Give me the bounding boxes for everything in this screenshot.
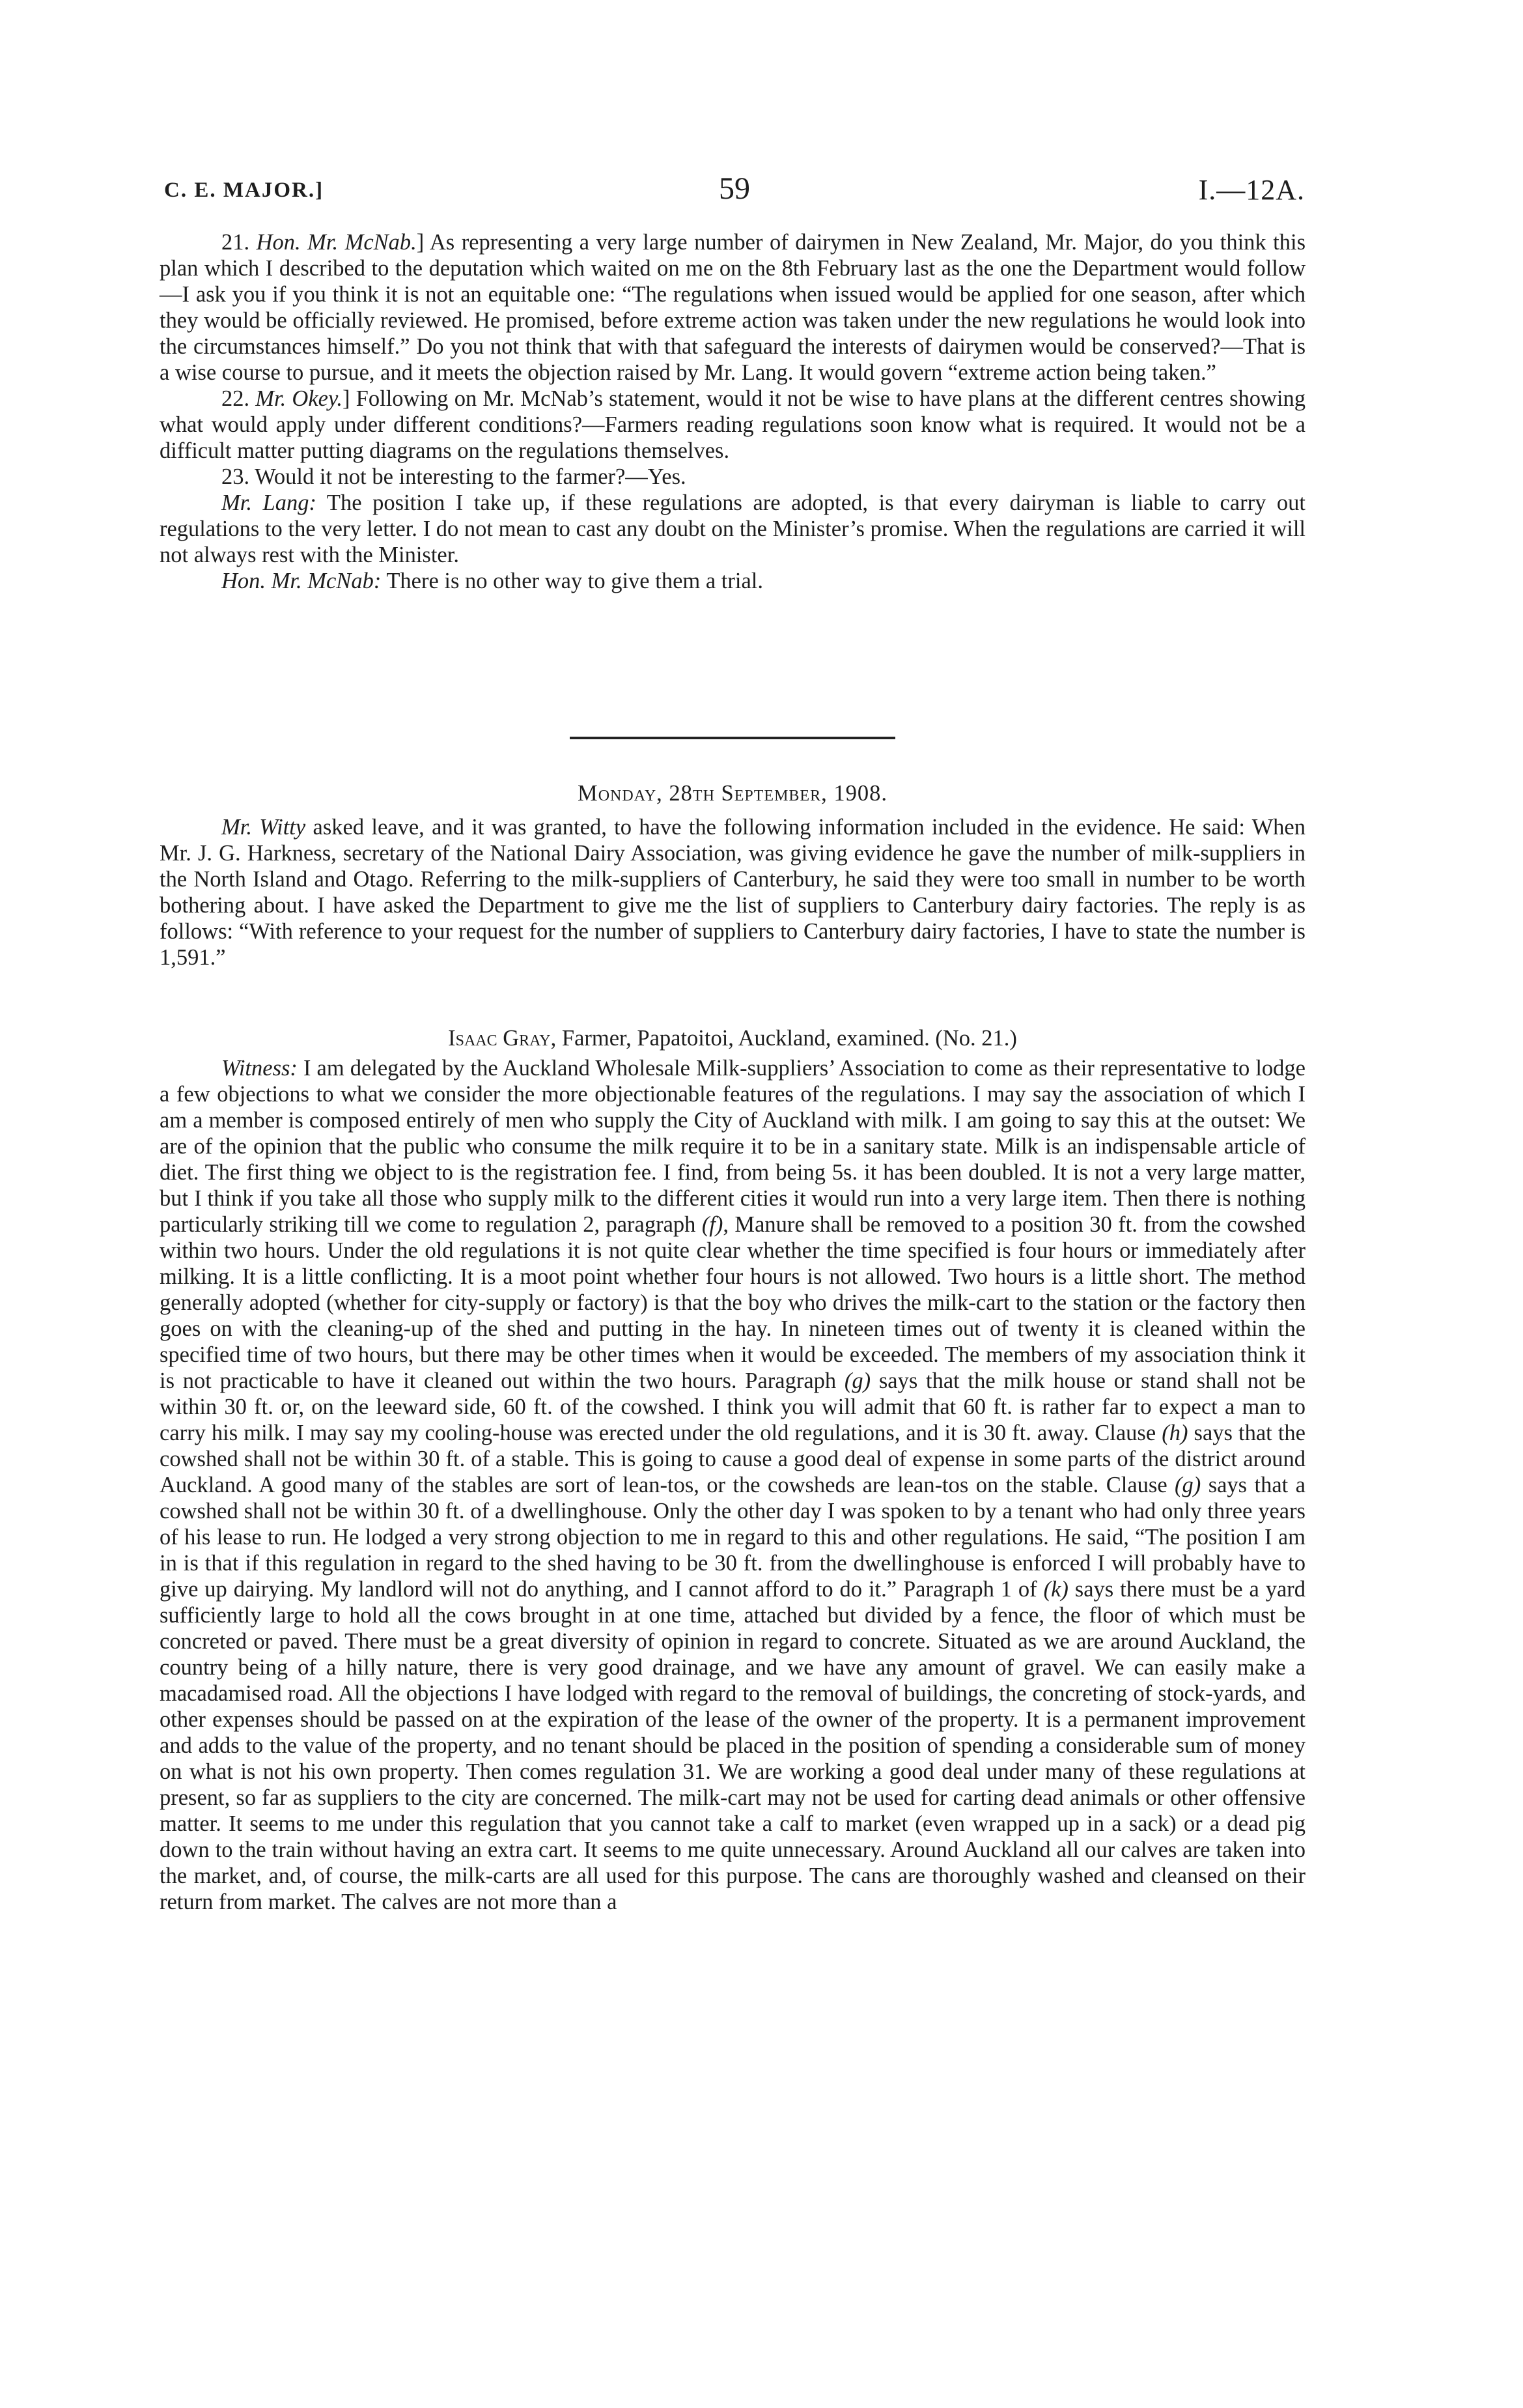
- clause-reference: (h): [1162, 1421, 1188, 1445]
- document-reference: I.—12A.: [1198, 174, 1305, 206]
- testimony-text: says that the cowshed shall not be within 30 ft. of a stable. This is going to cause a good deal of expense in some parts of the district around Auckland. A good many of the stables are sort of lean-tos, or the cowsheds are lean-tos on the stable. Clause: [160, 1421, 1306, 1497]
- date-heading: Monday, 28th September, 1908.: [578, 781, 887, 806]
- clause-reference: (f): [701, 1212, 723, 1237]
- section-divider: [570, 737, 895, 739]
- speaker-name: Hon. Mr. McNab:: [221, 569, 382, 593]
- witness-details: , Farmer, Papatoitoi, Auckland, examined. (No. 21.): [550, 1026, 1017, 1051]
- statement-mcnab: [160, 568, 1306, 594]
- testimony-text: says there must be a yard sufficiently large to hold all the cows brought in at one time, attached but divided by a fence, the floor of which must be concreted or paved. There must be a great diversity of opinion in regard to concrete. Situated as we are around Auckland, the country being of a hilly nature, there is very good drainage, and we have any amount of gravel. We can easily make a macadamised road. All the objections I have lodged with regard to the removal of buildings, the concreting of stock-yards, and other expenses should be passed on at the expiration of the lease of the owner of the property. It is a permanent improvement and adds to the value of the property, and no tenant should be placed in the position of spending a considerable sum of money on what is not his own property. Then comes regulation 31. We are working a good deal under many of these regulations at present, so far as suppliers to the city are concerned. The milk-cart may not be used for carting dead animals or other offensive matter. It seems to me under this regulation that you cannot take a calf to market (even wrapped up in a sack) or a dead pig down to the train without having an extra cart. It seems to me quite unnecessary. Around Auckland all our calves are taken into the market, and, of course, the milk-carts are all used for this purpose. The cans are thoroughly washed and cleansed on their return from market. The calves are not more than a: [160, 1577, 1306, 1914]
- testimony-text: says that a cowshed shall not be within 30 ft. of a dwellinghouse. Only the other day I was spoken to by a tenant who had only three years of his lease to run. He lodged a very strong objection to me in regard to this and other regulations. He said, “The position I am in is that if this regulation in regard to the shed having to be 30 ft. from the dwellinghouse is enforced I will probably have to give up dairying. My landlord will not do anything, and I cannot afford to do it.” Paragraph 1 of: [160, 1473, 1306, 1602]
- question-text: ] As representing a very large number of dairymen in New Zealand, Mr. Major, do you think this plan which I described to the deputation which waited on me on the 8th February last as the one the Department would follow—I ask you if you think it is not an equitable one: “The regulations when issued would be applied for one season, after which they would be officially reviewed. He promised, before extreme action was taken under the new regulations he would look into the circumstances himself.” Do you not think that with that safeguard the interests of dairymen would be conserved?—That is a wise course to pursue, and it meets the objection raised by Mr. Lang. It would govern “extreme action being taken.”: [160, 230, 1306, 385]
- speaker-name: Mr. Witty: [221, 815, 306, 840]
- witness-testimony: [160, 1055, 1306, 1915]
- speaker-name: Mr. Lang:: [221, 490, 316, 515]
- clause-reference: (g): [1175, 1473, 1201, 1497]
- question-text: ] Following on Mr. McNab’s statement, would it not be wise to have plans at the different centres showing what would apply under different conditions?—Farmers reading regulations soon know what is required. It would not be a difficult matter putting diagrams on the regulations themselves.: [160, 386, 1306, 463]
- question-21: [160, 229, 1306, 386]
- speaker-name: Hon. Mr. McNab.: [256, 230, 417, 255]
- statement-witty: [160, 814, 1306, 970]
- witness-name: Isaac Gray: [448, 1026, 551, 1051]
- question-22: [160, 386, 1306, 464]
- speaker-name: Witness:: [221, 1056, 298, 1081]
- page-number: 59: [719, 171, 750, 206]
- statement-text: There is no other way to give them a trial.: [381, 569, 763, 593]
- statement-text: The position I take up, if these regulations are adopted, is that every dairyman is liable to carry out regulations to the very letter. I do not mean to cast any doubt on the Minister’s promise. When the regulations are carried it will not always rest with the Minister.: [160, 490, 1306, 567]
- question-number: 21.: [221, 230, 257, 255]
- question-23: 23. Would it not be interesting to the farmer?—Yes.: [221, 464, 686, 489]
- testimony-text: says that the milk house or stand shall not be within 30 ft. or, on the leeward side, 60 ft. of the cowshed. I think you will admit that 60 ft. is rather far to expect a man to carry his milk. I may say my cooling-house was erected under the old regulations, and it is 30 ft. away. Clause: [160, 1368, 1306, 1445]
- clause-reference: (g): [844, 1368, 871, 1393]
- questions-section: [160, 229, 1306, 594]
- question-number: 22.: [221, 386, 256, 411]
- header-witness-name: C. E. MAJOR.]: [164, 178, 324, 202]
- statement-text: asked leave, and it was granted, to have the following information included in the evidence. He said: When Mr. J. G. Harkness, secretary of the National Dairy Association, was giving evidence he gave the number of milk-suppliers in the North Island and Otago. Referring to the milk-suppliers of Canterbury, he said they were too small in number to be worth bothering about. I have asked the Department to give me the list of suppliers to Canterbury dairy factories. The reply is as follows: “With reference to your request for the number of suppliers to Canterbury dairy factories, I have to state the number is 1,591.”: [160, 815, 1306, 970]
- clause-reference: (k): [1043, 1577, 1069, 1602]
- witty-section: [160, 814, 1306, 970]
- testimony-text: I am delegated by the Auckland Wholesale Milk-suppliers’ Association to come as their representative to lodge a few objections to what we consider the more objectionable features of the regulations. I may say the association of which I am a member is composed entirely of men who supply the City of Auckland with milk. I am going to say this at the outset: We are of the opinion that the public who consume the milk require it to be in a sanitary state. Milk is an indispensable article of diet. The first thing we object to is the registration fee. I find, from being 5s. it has been doubled. It is not a very large matter, but I think if you take all those who supply milk to the different cities it would run into a very large item. Then there is nothing particularly striking till we come to regulation 2, paragraph: [160, 1056, 1306, 1237]
- testimony-paragraph: [160, 1055, 1306, 1915]
- page-header: [164, 171, 1305, 216]
- testimony-text: , Manure shall be removed to a position 30 ft. from the cowshed within two hours. Under the old regulations it is not quite clear whether the time specified is four hours or immediately after milking. It is a little conflicting. It is a moot point whether four hours is not allowed. Two hours is a little short. The method generally adopted (whether for city-supply or factory) is that the boy who drives the milk-cart to the station or the factory then goes on with the cleaning-up of the shed and putting in the hay. In nineteen times out of twenty it is cleaned within the specified time of two hours, but there may be other times when it would be exceeded. The members of my association think it is not practicable to have it cleaned out within the two hours. Paragraph: [160, 1212, 1306, 1393]
- speaker-name: Mr. Okey.: [255, 386, 343, 411]
- witness-heading: [160, 1025, 1306, 1051]
- statement-lang: [160, 490, 1306, 568]
